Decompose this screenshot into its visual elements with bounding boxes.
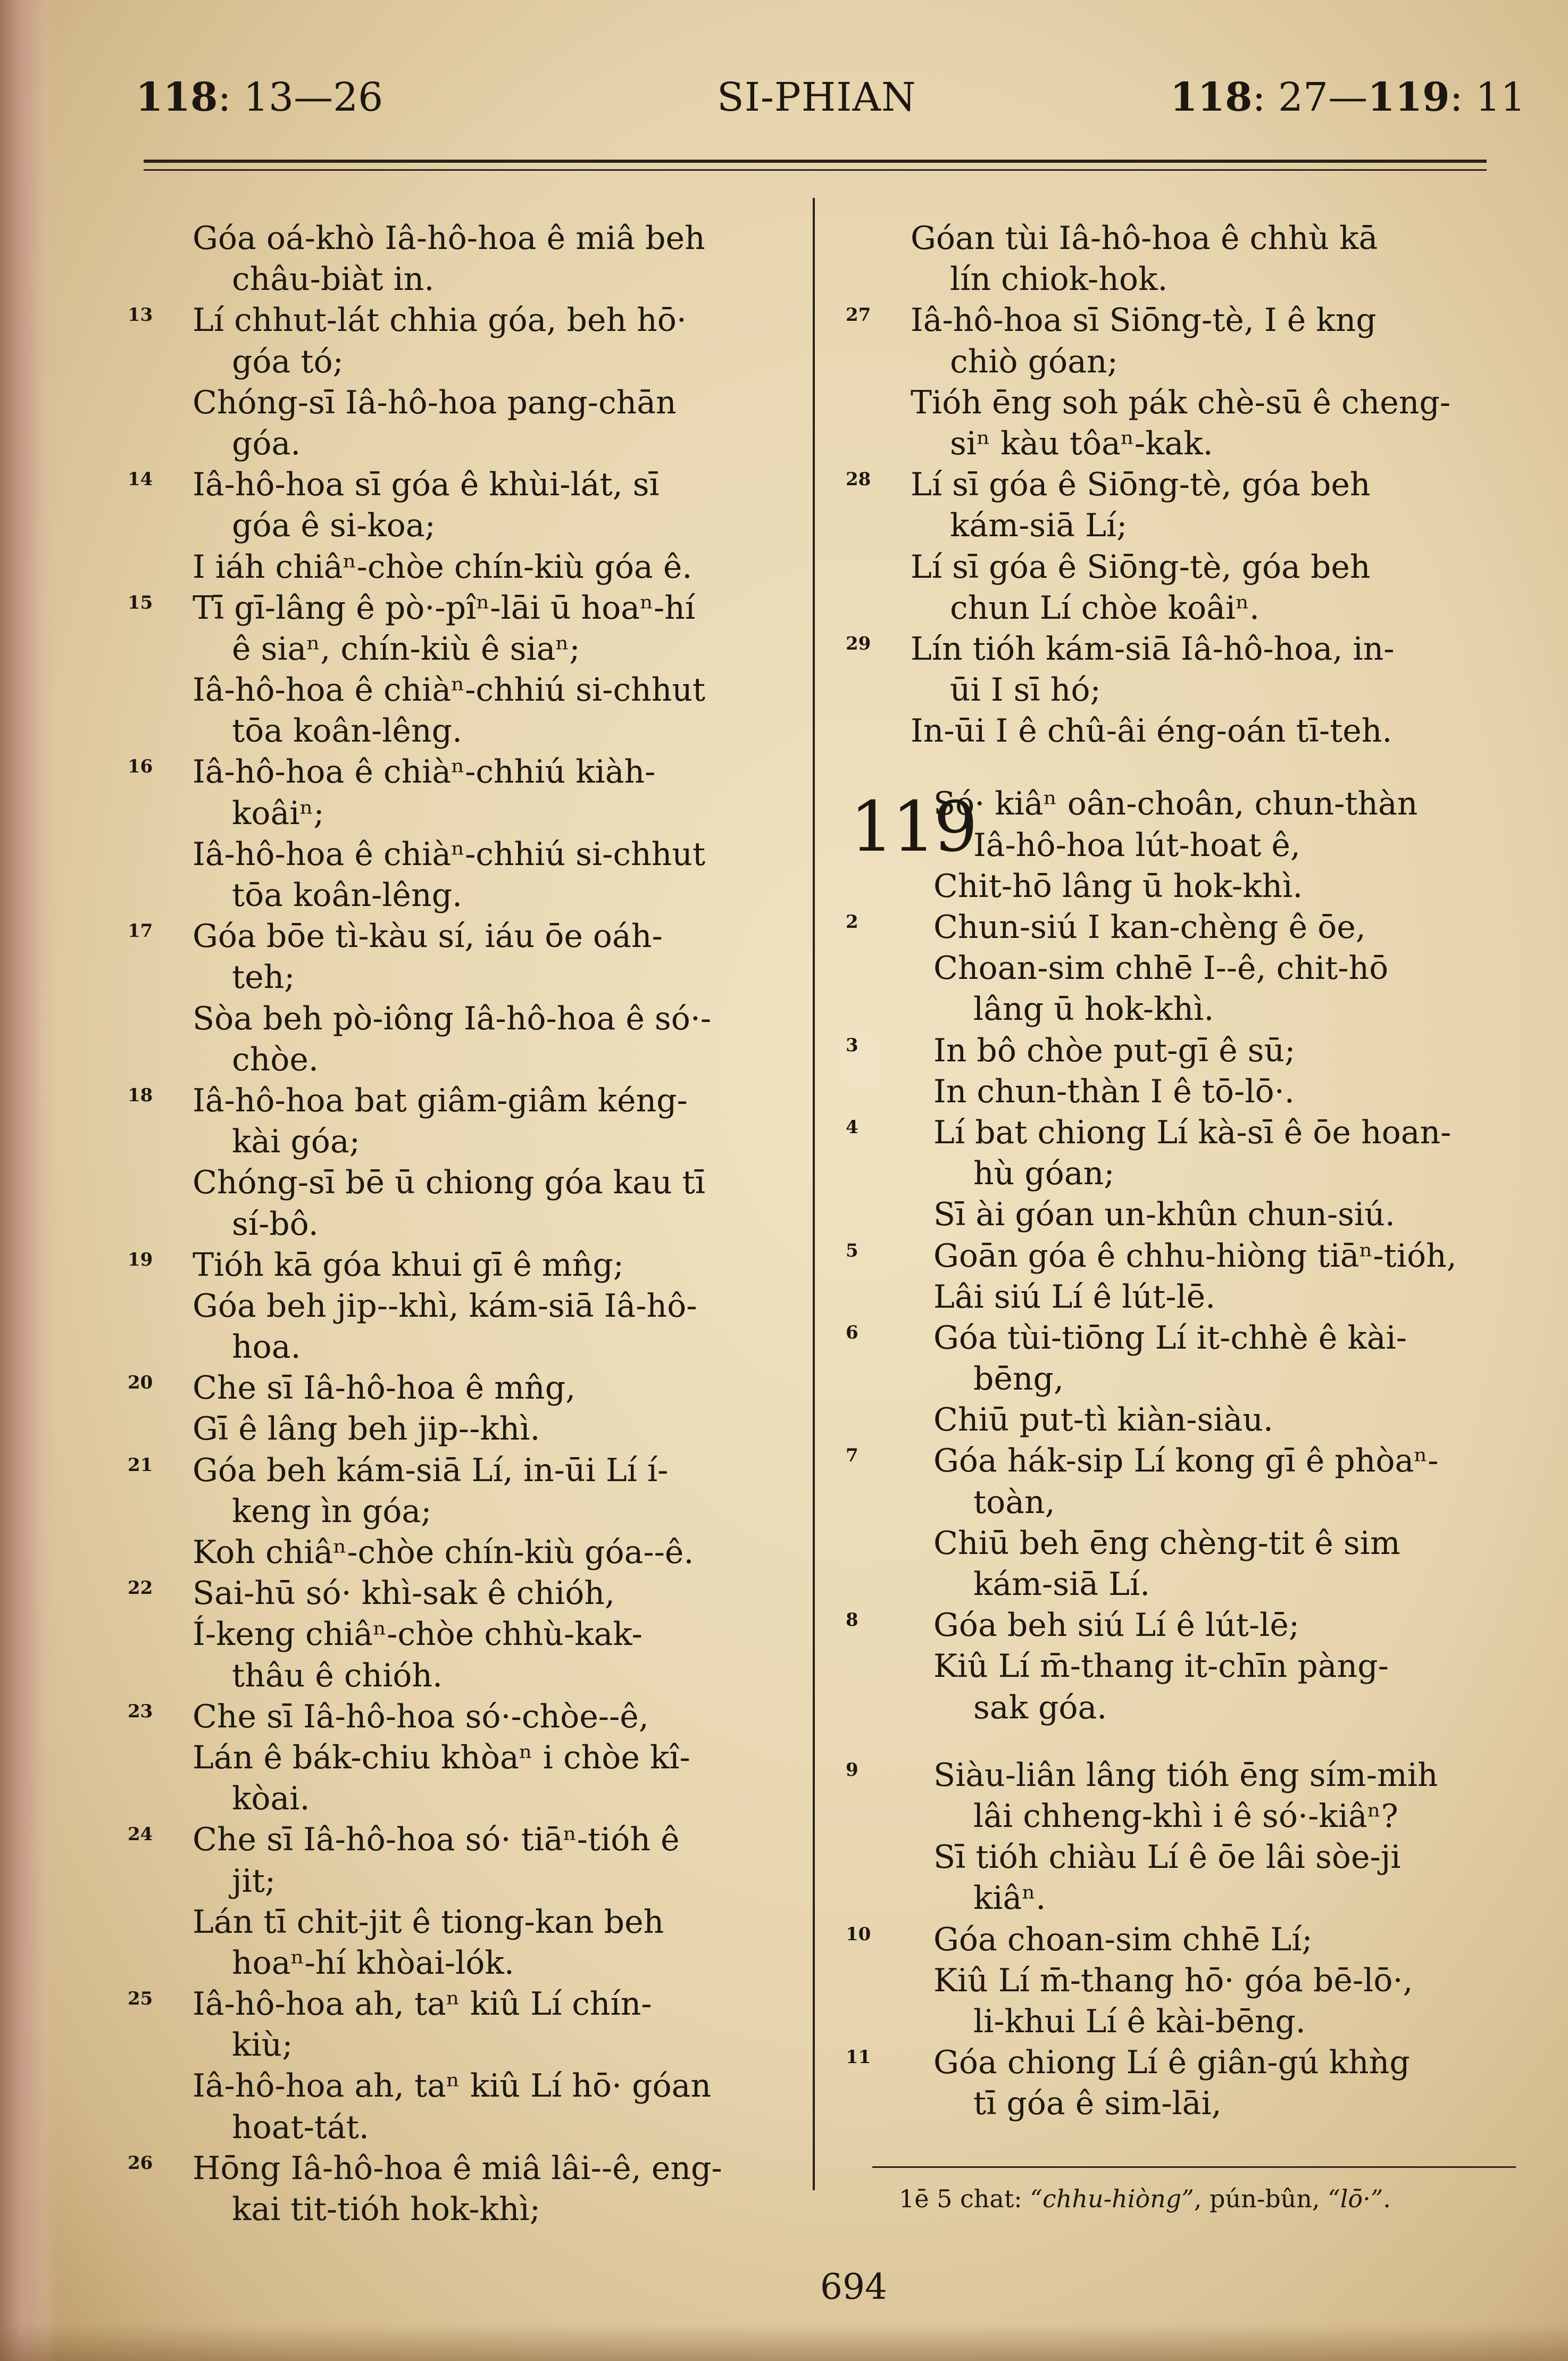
verse-text: Góa tùi-tiōng Lí it-chhè ê kài-: [933, 1319, 1407, 1357]
verse-text: Chóng-sī Iâ-hô-hoa pang-chān: [193, 384, 677, 421]
verse-text: hù góan;: [973, 1155, 1115, 1193]
verse-line: [846, 1687, 1521, 1728]
verse-text: li-khui Lí ê kài-bēng.: [973, 2002, 1306, 2040]
verse-line: [846, 866, 1521, 907]
verse-text: Góa hák-sip Lí kong gī ê phòaⁿ-: [933, 1442, 1439, 1480]
verse-number: 25: [128, 1988, 153, 2010]
verse-text: Chit-hō lâng ū hok-khì.: [933, 867, 1303, 905]
verse-line: [128, 1040, 803, 1080]
verse-text: hoaⁿ-hí khòai-lók.: [232, 1944, 514, 1982]
verse-text: Góa choan-sim chhē Lí;: [933, 1921, 1313, 1958]
verse-line: [128, 1573, 803, 1614]
verse-text: Iâ-hô-hoa ê chiàⁿ-chhiú kiàh-: [193, 753, 656, 791]
column-divider: [813, 198, 815, 2190]
verse-number: 8: [846, 1609, 858, 1631]
verse-line: [128, 1819, 803, 1860]
verse-text: teh;: [232, 959, 295, 996]
verse-number: 13: [128, 304, 153, 326]
verse-line: [128, 1409, 803, 1450]
verse-text: sí-bô.: [232, 1205, 319, 1243]
verse-text: Iâ-hô-hoa ah, taⁿ kiû Lí hō· góan: [193, 2067, 712, 2105]
footnote-rule: [872, 2166, 1516, 2168]
verse-text: tōa koân-lêng.: [232, 877, 463, 914]
verse-text: lâi chheng-khì i ê só·-kiâⁿ?: [973, 1797, 1398, 1835]
page-edge-stain: [0, 0, 59, 2361]
verse-text: Chóng-sī bē ū chiong góa kau tī: [193, 1164, 705, 1202]
verse-line: [128, 834, 803, 875]
psalm-118-ending: [846, 218, 1521, 752]
verse-text: Iâ-hô-hoa bat giâm-giâm kéng-: [193, 1082, 688, 1119]
verse-number: 23: [128, 1700, 153, 1722]
verse-line: [128, 1121, 803, 1162]
verse-text: Chiū beh ēng chèng-tit ê sim: [933, 1524, 1400, 1562]
verse-line: [128, 2189, 803, 2230]
verse-line: [128, 464, 803, 505]
verse-text: Í-keng chiâⁿ-chòe chhù-kak-: [193, 1616, 643, 1653]
verse-text: Sai-hū só· khì-sak ê chióh,: [193, 1575, 615, 1612]
verse-text: Tióh kā góa khui gī ê mn̂g;: [193, 1246, 624, 1284]
verse-text: Iâ-hô-hoa sī Siōng-tè, I ê kng: [911, 302, 1377, 339]
verse-line: [846, 1646, 1521, 1687]
verse-text: ūi I sī hó;: [950, 671, 1101, 709]
verse-number: 21: [128, 1454, 153, 1476]
verse-text: Lín tióh kám-siā Iâ-hô-hoa, in-: [911, 630, 1395, 668]
verse-line: [846, 1071, 1521, 1112]
left-column: [128, 218, 803, 2230]
verse-text: Lí sī góa ê Siōng-tè, góa beh: [911, 548, 1371, 586]
verse-line: [128, 1286, 803, 1327]
verse-line: [846, 1441, 1521, 1482]
verse-text: In-ūi I ê chû-âi éng-oán tī-teh.: [911, 712, 1392, 750]
verse-number: 26: [128, 2152, 153, 2174]
verse-line: [846, 1796, 1521, 1837]
verse-text: Sòa beh pò-iông Iâ-hô-hoa ê só·-: [193, 1000, 712, 1037]
verse-text: hoat-tát.: [232, 2108, 369, 2146]
verse-text: Lí chhut-lát chhia góa, beh hō·: [193, 302, 687, 339]
verse-number: 6: [846, 1321, 858, 1343]
verse-line: [128, 1984, 803, 2025]
verse-number: 3: [846, 1034, 858, 1056]
verse-text: Iâ-hô-hoa ah, taⁿ kiû Lí chín-: [193, 1985, 652, 2023]
verse-text: Kiû Lí m̄-thang it-chīn pàng-: [933, 1648, 1389, 1685]
verse-line: [128, 629, 803, 670]
verse-text: ê siaⁿ, chín-kiù ê siaⁿ;: [232, 630, 580, 668]
verse-line: [128, 423, 803, 464]
verse-text: Góa beh siú Lí ê lút-lē;: [933, 1607, 1300, 1644]
verse-line: [846, 1030, 1521, 1071]
verse-text: Lí bat chiong Lí kà-sī ê ōe hoan-: [933, 1113, 1452, 1151]
header-title: SI-PHIAN: [717, 74, 916, 120]
verse-line: [846, 2083, 1521, 2124]
verse-line: [846, 1359, 1521, 1400]
page-number: 694: [820, 2266, 887, 2307]
verse-line: [846, 989, 1521, 1030]
verse-number: 9: [846, 1759, 858, 1781]
verse-line: [128, 1245, 803, 1286]
verse-text: toàn,: [973, 1483, 1055, 1521]
verse-text: Iâ-hô-hoa ê chiàⁿ-chhiú si-chhut: [193, 835, 706, 873]
verse-text: tōa koân-lêng.: [232, 712, 463, 750]
verse-text: chòe.: [232, 1041, 319, 1078]
verse-text: Sī ài góan un-khûn chun-siú.: [933, 1196, 1395, 1234]
verse-line: [846, 1482, 1521, 1523]
verse-number: 2: [846, 911, 858, 933]
verse-line: [128, 1738, 803, 1778]
verse-line: [128, 547, 803, 588]
header-left-reference: 118: 13—26: [136, 74, 383, 120]
verse-line: [128, 1162, 803, 1203]
verse-line: [846, 670, 1521, 711]
verse-line: [846, 1605, 1521, 1646]
psalm-number: 119: [850, 786, 976, 868]
verse-line: [128, 875, 803, 916]
psalm-heading-line: Iâ-hô-hoa lút-hoat ê,: [973, 826, 1300, 864]
verse-text: Siàu-liân lâng tióh ēng sím-mih: [933, 1756, 1438, 1794]
verse-line: [128, 711, 803, 752]
verse-line: [128, 218, 803, 259]
verse-line: [846, 1523, 1521, 1564]
verse-text: Lí sī góa ê Siōng-tè, góa beh: [911, 466, 1371, 504]
verse-text: kiâⁿ.: [973, 1880, 1046, 1917]
psalm-119-beth: [846, 1755, 1521, 2125]
verse-text: Lâi siú Lí ê lút-lē.: [933, 1278, 1216, 1316]
verse-line: [846, 505, 1521, 546]
verse-line: [128, 1778, 803, 1819]
verse-text: châu-biàt in.: [232, 261, 435, 298]
verse-text: bēng,: [973, 1360, 1064, 1398]
verse-text: kám-siā Lí.: [973, 1566, 1150, 1603]
verse-text: Tī gī-lâng ê pò·-pîⁿ-lāi ū hoaⁿ-hí: [193, 589, 696, 627]
verse-line: [846, 1194, 1521, 1235]
verse-line: [128, 1614, 803, 1655]
verse-text: Sī tióh chiàu Lí ê ōe lâi sòe-ji: [933, 1839, 1401, 1876]
verse-text: Iâ-hô-hoa ê chiàⁿ-chhiú si-chhut: [193, 671, 706, 709]
verse-line: [128, 2066, 803, 2107]
verse-line: [846, 547, 1521, 588]
verse-line: [846, 907, 1521, 948]
verse-line: [846, 1755, 1521, 1796]
verse-line: [128, 1656, 803, 1697]
verse-line: [128, 342, 803, 383]
verse-text: kài góa;: [232, 1123, 360, 1161]
verse-text: Iâ-hô-hoa sī góa ê khùi-lát, sī: [193, 466, 660, 504]
verse-line: [846, 1112, 1521, 1153]
verse-line: [128, 2107, 803, 2148]
verse-text: lín chiok-hok.: [950, 261, 1168, 298]
verse-line: [846, 1318, 1521, 1359]
verse-line: [128, 2148, 803, 2189]
verse-line: [846, 2042, 1521, 2083]
verse-text: Goān góa ê chhu-hiòng tiāⁿ-tióh,: [933, 1237, 1457, 1275]
verse-line: [846, 1564, 1521, 1605]
verse-line: [128, 916, 803, 957]
verse-number: 14: [128, 469, 153, 491]
verse-text: lâng ū hok-khì.: [973, 991, 1214, 1028]
running-header: [0, 74, 1568, 128]
verse-text: góa tó;: [232, 343, 344, 380]
verse-number: 29: [846, 633, 871, 654]
verse-line: [846, 464, 1521, 505]
page-bottom-shadow: [0, 2324, 1568, 2361]
verse-text: koâiⁿ;: [232, 794, 324, 832]
verse-text: thâu ê chióh.: [232, 1657, 443, 1694]
verse-line: [128, 2025, 803, 2066]
verse-text: Kiû Lí m̄-thang hō· góa bē-lō·,: [933, 1961, 1413, 1999]
verse-text: Góa bōe tì-kàu sí, iáu ōe oáh-: [193, 918, 663, 955]
verse-line: [128, 1902, 803, 1943]
verse-text: Góa beh jip--khì, kám-siā Iâ-hô-: [193, 1287, 697, 1325]
psalm-119-heading: [846, 784, 1521, 866]
verse-line: [846, 711, 1521, 752]
psalm-119-aleph: [846, 866, 1521, 1728]
verse-text: sak góa.: [973, 1689, 1107, 1726]
verse-text: góa.: [232, 425, 301, 462]
verse-line: [128, 1532, 803, 1573]
verse-line: [128, 1943, 803, 1984]
verse-line: [128, 957, 803, 998]
verse-number: 17: [128, 920, 153, 942]
verse-text: Choan-sim chhē I--ê, chit-hō: [933, 950, 1389, 987]
verse-number: 24: [128, 1824, 153, 1845]
verse-text: keng ìn góa;: [232, 1492, 432, 1530]
right-column: [846, 218, 1521, 2124]
verse-line: [128, 1204, 803, 1245]
verse-line: [128, 1450, 803, 1491]
verse-text: Lán ê bák-chiu khòaⁿ i chòe kî-: [193, 1739, 690, 1776]
verse-line: [846, 423, 1521, 464]
verse-text: chun Lí chòe koâiⁿ.: [950, 589, 1260, 627]
verse-text: Góa chiong Lí ê giân-gú khǹg: [933, 2044, 1410, 2082]
verse-line: [846, 1960, 1521, 2001]
verse-line: [128, 300, 803, 341]
verse-line: [846, 342, 1521, 383]
verse-text: Tióh ēng soh pák chè-sū ê cheng-: [911, 384, 1451, 421]
verse-text: tī góa ê sim-lāi,: [973, 2085, 1222, 2123]
verse-text: Góa beh kám-siā Lí, in-ūi Lí í-: [193, 1451, 669, 1489]
verse-number: 28: [846, 469, 871, 491]
verse-text: kám-siā Lí;: [950, 507, 1128, 545]
verse-text: Chiū put-tì kiàn-siàu.: [933, 1401, 1273, 1439]
verse-number: 18: [128, 1084, 153, 1106]
verse-number: 16: [128, 756, 153, 778]
verse-number: 20: [128, 1372, 153, 1394]
verse-text: jit;: [232, 1862, 276, 1900]
verse-line: [846, 588, 1521, 629]
verse-line: [846, 1878, 1521, 1919]
verse-line: [128, 259, 803, 300]
verse-number: 15: [128, 592, 153, 613]
verse-line: [128, 588, 803, 629]
section-gap: [846, 752, 1521, 784]
verse-text: Hōng Iâ-hô-hoa ê miâ lâi--ê, eng-: [193, 2149, 722, 2187]
verse-text: kai tit-tióh hok-khì;: [232, 2191, 540, 2228]
verse-number: 7: [846, 1445, 858, 1467]
verse-line: [128, 793, 803, 834]
verse-text: Chun-siú I kan-chèng ê ōe,: [933, 909, 1366, 946]
verse-text: kiù;: [232, 2026, 293, 2064]
footnote: 1ē 5 chat: “chhu-hiòng”, pún-bûn, “lō·”.: [899, 2184, 1391, 2213]
verse-number: 27: [846, 304, 871, 326]
verse-line: [846, 1400, 1521, 1441]
verse-line: [128, 505, 803, 546]
verse-line: [846, 218, 1521, 259]
verse-line: [128, 1368, 803, 1409]
verse-line: [128, 670, 803, 711]
verse-text: Che sī Iâ-hô-hoa só·-chòe--ê,: [193, 1698, 649, 1735]
verse-line: [846, 259, 1521, 300]
verse-text: Che sī Iâ-hô-hoa ê mn̂g,: [193, 1369, 576, 1407]
verse-line: [128, 752, 803, 793]
verse-text: I iáh chiâⁿ-chòe chín-kiù góa ê.: [193, 548, 693, 586]
verse-line: [846, 383, 1521, 423]
verse-line: [846, 1277, 1521, 1318]
verse-text: Góa oá-khò Iâ-hô-hoa ê miâ beh: [193, 220, 705, 257]
verse-text: hoa.: [232, 1328, 301, 1366]
verse-text: In bô chòe put-gī ê sū;: [933, 1032, 1296, 1069]
header-rule-thin: [144, 169, 1487, 171]
verse-line: [846, 2001, 1521, 2042]
verse-line: [128, 1697, 803, 1738]
verse-text: Che sī Iâ-hô-hoa só· tiāⁿ-tióh ê: [193, 1821, 680, 1859]
verse-text: Gī ê lâng beh jip--khì.: [193, 1410, 540, 1448]
header-rule-thick: [144, 160, 1487, 163]
psalm-heading-line: Só· kiâⁿ oân-choân, chun-thàn: [933, 785, 1418, 823]
verse-line: [846, 300, 1521, 341]
verse-text: In chun-thàn I ê tō-lō·.: [933, 1073, 1295, 1110]
verse-line: [128, 1080, 803, 1121]
verse-text: Koh chiâⁿ-chòe chín-kiù góa--ê.: [193, 1534, 694, 1571]
verse-text: Góan tùi Iâ-hô-hoa ê chhù kā: [911, 220, 1378, 257]
stanza-gap: [846, 1728, 1521, 1755]
verse-line: [846, 1919, 1521, 1960]
verse-line: [846, 1236, 1521, 1277]
verse-number: 11: [846, 2047, 871, 2068]
verse-number: 19: [128, 1249, 153, 1270]
verse-line: [128, 999, 803, 1040]
verse-number: 22: [128, 1577, 153, 1599]
header-right-reference: 118: 27—119: 11: [1170, 74, 1526, 120]
verse-line: [128, 1491, 803, 1532]
verse-text: Lán tī chit-jit ê tiong-kan beh: [193, 1903, 664, 1941]
verse-line: [846, 629, 1521, 670]
verse-line: [128, 383, 803, 423]
verse-line: [846, 1837, 1521, 1878]
verse-text: chiò góan;: [950, 343, 1118, 380]
verse-line: [846, 1153, 1521, 1194]
verse-text: siⁿ kàu tôaⁿ-kak.: [950, 425, 1213, 462]
verse-line: [846, 948, 1521, 989]
verse-number: 10: [846, 1923, 871, 1945]
verse-line: [128, 1861, 803, 1902]
verse-number: 5: [846, 1240, 858, 1261]
verse-number: 4: [846, 1116, 858, 1138]
verse-text: góa ê si-koa;: [232, 507, 436, 545]
verse-line: [128, 1327, 803, 1368]
verse-text: kòai.: [232, 1780, 310, 1818]
